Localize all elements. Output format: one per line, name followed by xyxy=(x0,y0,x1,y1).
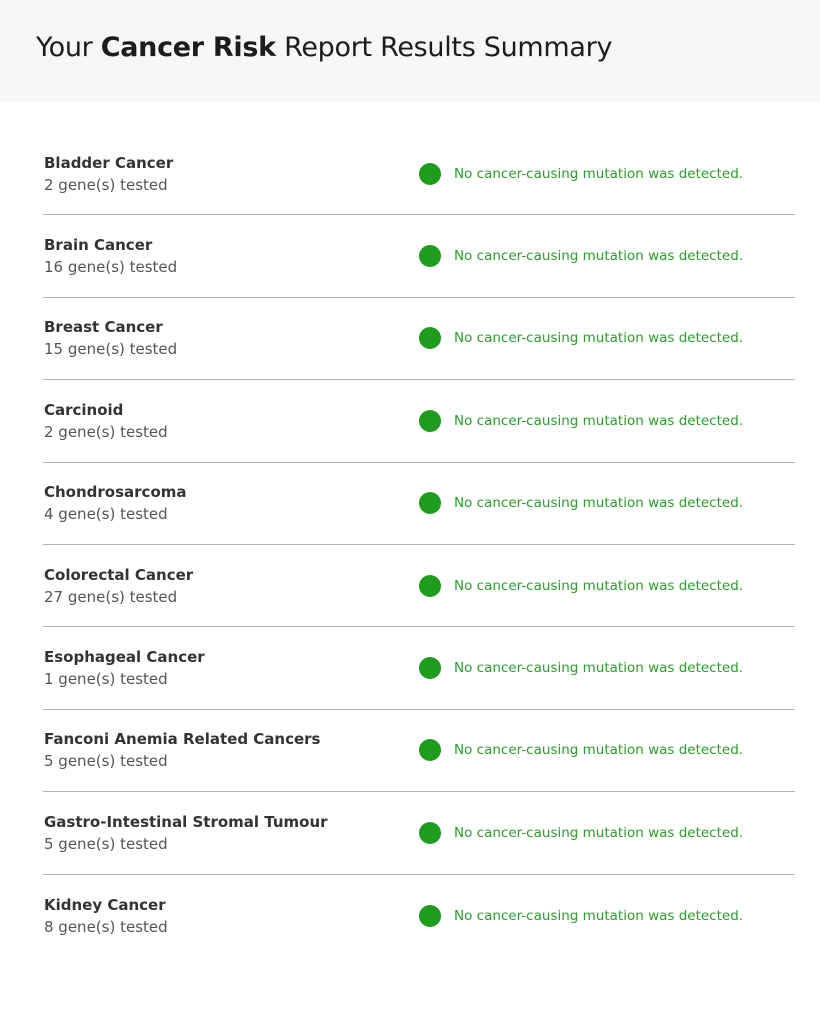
result-info xyxy=(43,399,419,443)
result-info xyxy=(43,152,419,196)
gene-count: 4 gene(s) tested xyxy=(44,505,168,524)
status-text: No cancer-causing mutation was detected. xyxy=(454,248,744,265)
gene-count: 16 gene(s) tested xyxy=(44,258,178,277)
status-text: No cancer-causing mutation was detected. xyxy=(454,495,744,512)
result-info xyxy=(43,728,419,772)
gene-count: 8 gene(s) tested xyxy=(44,917,168,936)
result-info xyxy=(43,646,419,690)
green-status-dot-icon xyxy=(419,575,441,597)
title-bold: Cancer Risk xyxy=(100,31,276,63)
status-text: No cancer-causing mutation was detected. xyxy=(454,330,744,347)
result-status xyxy=(419,163,743,185)
result-info xyxy=(43,316,419,360)
result-row-colorectal-cancer[interactable] xyxy=(43,545,795,627)
green-status-dot-icon xyxy=(419,905,441,927)
result-row-fanconi-anemia-related-cancers[interactable] xyxy=(43,710,795,792)
result-row-esophageal-cancer[interactable] xyxy=(43,627,795,709)
cancer-name: Colorectal Cancer xyxy=(44,565,194,584)
result-info xyxy=(43,481,419,525)
result-row-chondrosarcoma[interactable] xyxy=(43,463,795,545)
result-status xyxy=(419,410,743,432)
cancer-name: Fanconi Anemia Related Cancers xyxy=(44,730,321,749)
status-text: No cancer-causing mutation was detected. xyxy=(454,577,744,594)
result-status xyxy=(419,657,743,679)
result-row-breast-cancer[interactable] xyxy=(43,298,795,380)
status-text: No cancer-causing mutation was detected. xyxy=(454,742,744,759)
result-info xyxy=(43,894,419,938)
status-text: No cancer-causing mutation was detected. xyxy=(454,660,744,677)
result-info xyxy=(43,234,419,278)
cancer-name: Breast Cancer xyxy=(44,318,163,337)
gene-count: 5 gene(s) tested xyxy=(44,752,168,771)
result-row-bladder-cancer[interactable] xyxy=(43,133,795,215)
green-status-dot-icon xyxy=(419,657,441,679)
status-text: No cancer-causing mutation was detected. xyxy=(454,907,744,924)
cancer-name: Bladder Cancer xyxy=(44,153,174,172)
cancer-name: Brain Cancer xyxy=(44,236,153,255)
gene-count: 2 gene(s) tested xyxy=(44,422,168,441)
gene-count: 2 gene(s) tested xyxy=(44,175,168,194)
result-row-carcinoid[interactable] xyxy=(43,380,795,462)
gene-count: 27 gene(s) tested xyxy=(44,587,178,606)
title-suffix: Report Results Summary xyxy=(275,31,613,63)
cancer-name: Gastro-Intestinal Stromal Tumour xyxy=(44,812,328,831)
green-status-dot-icon xyxy=(419,163,441,185)
green-status-dot-icon xyxy=(419,492,441,514)
page-title xyxy=(36,32,612,63)
green-status-dot-icon xyxy=(419,739,441,761)
cancer-name: Carcinoid xyxy=(44,400,124,419)
result-row-brain-cancer[interactable] xyxy=(43,215,795,297)
result-info xyxy=(43,564,419,608)
status-text: No cancer-causing mutation was detected. xyxy=(454,412,744,429)
gene-count: 15 gene(s) tested xyxy=(44,340,178,359)
result-status xyxy=(419,327,743,349)
status-text: No cancer-causing mutation was detected. xyxy=(454,165,744,182)
result-status xyxy=(419,245,743,267)
result-status xyxy=(419,492,743,514)
result-status xyxy=(419,905,743,927)
cancer-name: Chondrosarcoma xyxy=(44,483,187,502)
status-text: No cancer-causing mutation was detected. xyxy=(454,824,744,841)
result-status xyxy=(419,739,743,761)
green-status-dot-icon xyxy=(419,822,441,844)
result-info xyxy=(43,811,419,855)
gene-count: 5 gene(s) tested xyxy=(44,834,168,853)
gene-count: 1 gene(s) tested xyxy=(44,670,168,689)
results-list xyxy=(43,133,795,957)
title-prefix: Your xyxy=(36,31,101,63)
green-status-dot-icon xyxy=(419,327,441,349)
green-status-dot-icon xyxy=(419,410,441,432)
result-status xyxy=(419,822,743,844)
green-status-dot-icon xyxy=(419,245,441,267)
result-row-kidney-cancer[interactable] xyxy=(43,875,795,957)
cancer-name: Kidney Cancer xyxy=(44,895,166,914)
page-header xyxy=(0,0,820,102)
result-row-gastro-intestinal-stromal-tumour[interactable] xyxy=(43,792,795,874)
cancer-name: Esophageal Cancer xyxy=(44,648,205,667)
result-status xyxy=(419,575,743,597)
